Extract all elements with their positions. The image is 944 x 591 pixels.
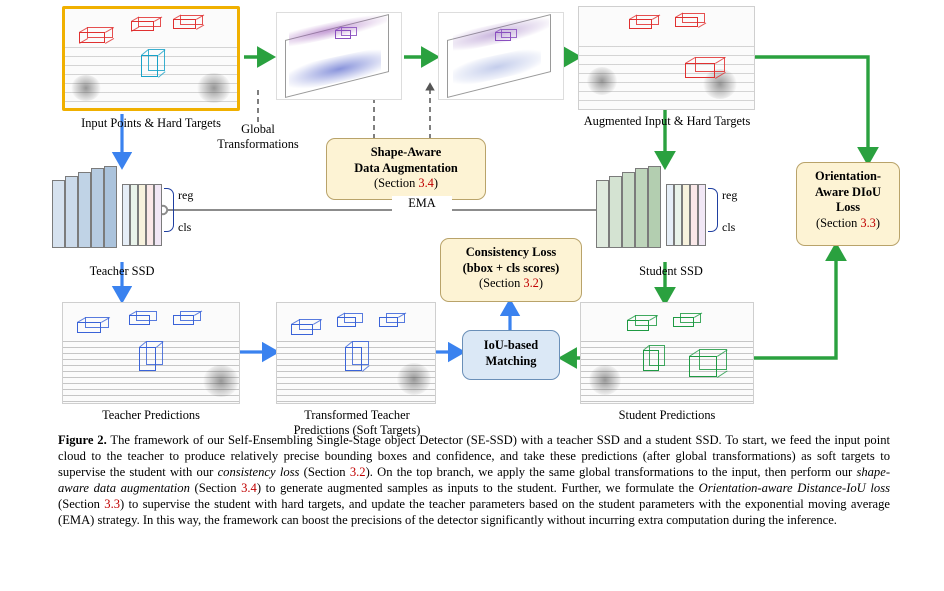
teacher-head-reg-label: reg: [178, 188, 194, 202]
note-shape-aware-data-augmentation: [326, 138, 486, 200]
note-consistency-section-prefix: (Section: [478, 276, 524, 290]
panel-transformed-teacher-label-line2: Predictions (Soft Targets): [293, 422, 421, 437]
annotation-global-transformations-line1: Global: [241, 122, 275, 136]
note-shape-aware-line2: Data Augmentation: [354, 160, 458, 175]
teacher-head-cls-label: cls: [178, 220, 192, 234]
caption-segment-3[interactable]: 3.2: [349, 465, 366, 480]
network-student-ssd-label: Student SSD: [639, 264, 703, 278]
panel-input-points: [62, 6, 240, 111]
note-consistency-line1: Consistency Loss: [465, 245, 557, 259]
note-shape-aware-section-prefix: (Section: [373, 176, 419, 190]
note-shape-aware-section-ref[interactable]: 3.4: [418, 176, 434, 190]
note-shape-aware-section-suffix: ): [433, 176, 439, 190]
caption-figure-number: Figure 2.: [58, 433, 107, 447]
note-matching-line2: Matching: [485, 353, 537, 368]
student-head-reg-label: reg: [722, 188, 738, 202]
note-consistency-section-suffix: ): [538, 276, 544, 290]
student-head-brace: [708, 188, 718, 232]
caption-segment-4: ). On the top branch, we apply the same global transformations to the input, then perform our: [365, 465, 857, 480]
panel-student-predictions: [580, 302, 754, 404]
note-consistency-line2: (bbox + cls scores): [462, 260, 560, 275]
panel-student-predictions-label: Student Predictions: [618, 408, 716, 422]
panel-transformed-teacher-predictions: [276, 302, 436, 404]
panel-augmented-input: [578, 6, 755, 110]
figure-caption: [58, 432, 890, 529]
note-iou-based-matching: [462, 330, 560, 380]
note-orientation-line2: Aware DIoU: [815, 184, 881, 199]
caption-segment-1: consistency loss: [217, 465, 300, 480]
annotation-global-transformations: [196, 122, 320, 151]
annotation-global-transformations-line2: Transformations: [217, 136, 299, 151]
note-shape-aware-line1: Shape-Aware: [370, 145, 442, 159]
panel-shape-augmented-cloud: [438, 12, 564, 100]
student-head-cls-label: cls: [722, 220, 736, 234]
network-teacher-ssd-label: Teacher SSD: [89, 264, 155, 278]
caption-segment-5: shape-aware data augmentation: [58, 465, 891, 496]
note-consistency-section-ref[interactable]: 3.2: [523, 276, 539, 290]
caption-segment-0: The framework of our Self-Ensembling Single-Stage object Detector (SE-SSD) with a teacher SSD and a student SSD. To start, we feed the input point cloud to the teacher to produce relatively precise bounding boxes and confidence, and take these predictions (after global transformations) as soft targets to supervise the student with our: [58, 433, 890, 480]
caption-segment-9: Orientation-aware Distance-IoU loss: [698, 481, 890, 496]
caption-segment-6: (Section: [189, 481, 242, 496]
panel-teacher-predictions-label: Teacher Predictions: [102, 408, 200, 422]
caption-segment-2: (Section: [299, 465, 350, 480]
network-teacher-ssd: [52, 166, 212, 260]
panel-augmented-input-label: Augmented Input & Hard Targets: [583, 114, 751, 128]
note-orientation-line3: Loss: [835, 200, 861, 214]
note-orientation-section-ref[interactable]: 3.3: [860, 215, 876, 230]
note-orientation-section-prefix: (Section: [815, 215, 861, 230]
teacher-head-brace: [164, 188, 174, 232]
note-consistency-loss: [440, 238, 582, 302]
caption-segment-7[interactable]: 3.4: [241, 481, 257, 496]
panel-transformed-teacher-label-line1: Transformed Teacher: [304, 408, 410, 422]
caption-segment-8: ) to generate augmented samples as inputs to the student. Further, we formulate the: [256, 481, 699, 496]
panel-input-points-label: Input Points & Hard Targets: [81, 116, 221, 130]
note-orientation-aware-diou-loss: [796, 162, 900, 246]
panel-teacher-predictions: [62, 302, 240, 404]
note-matching-line1: IoU-based: [483, 338, 539, 352]
network-student-ssd: [596, 166, 756, 260]
caption-segment-12: ) to supervise the student with hard targets, and update the teacher parameters based on the student parameters with the exponential moving average (EMA) strategy. In this way, the framework can boost the precisions of the detector significantly without incurring extra computation during the inference.: [58, 497, 890, 528]
caption-segment-11[interactable]: 3.3: [104, 497, 121, 512]
caption-segment-10: (Section: [58, 497, 105, 512]
panel-global-transformed-cloud: [276, 12, 402, 100]
note-orientation-line1: Orientation-: [814, 169, 882, 183]
annotation-ema-label: EMA: [392, 196, 452, 211]
note-orientation-section-suffix: ): [875, 215, 881, 230]
